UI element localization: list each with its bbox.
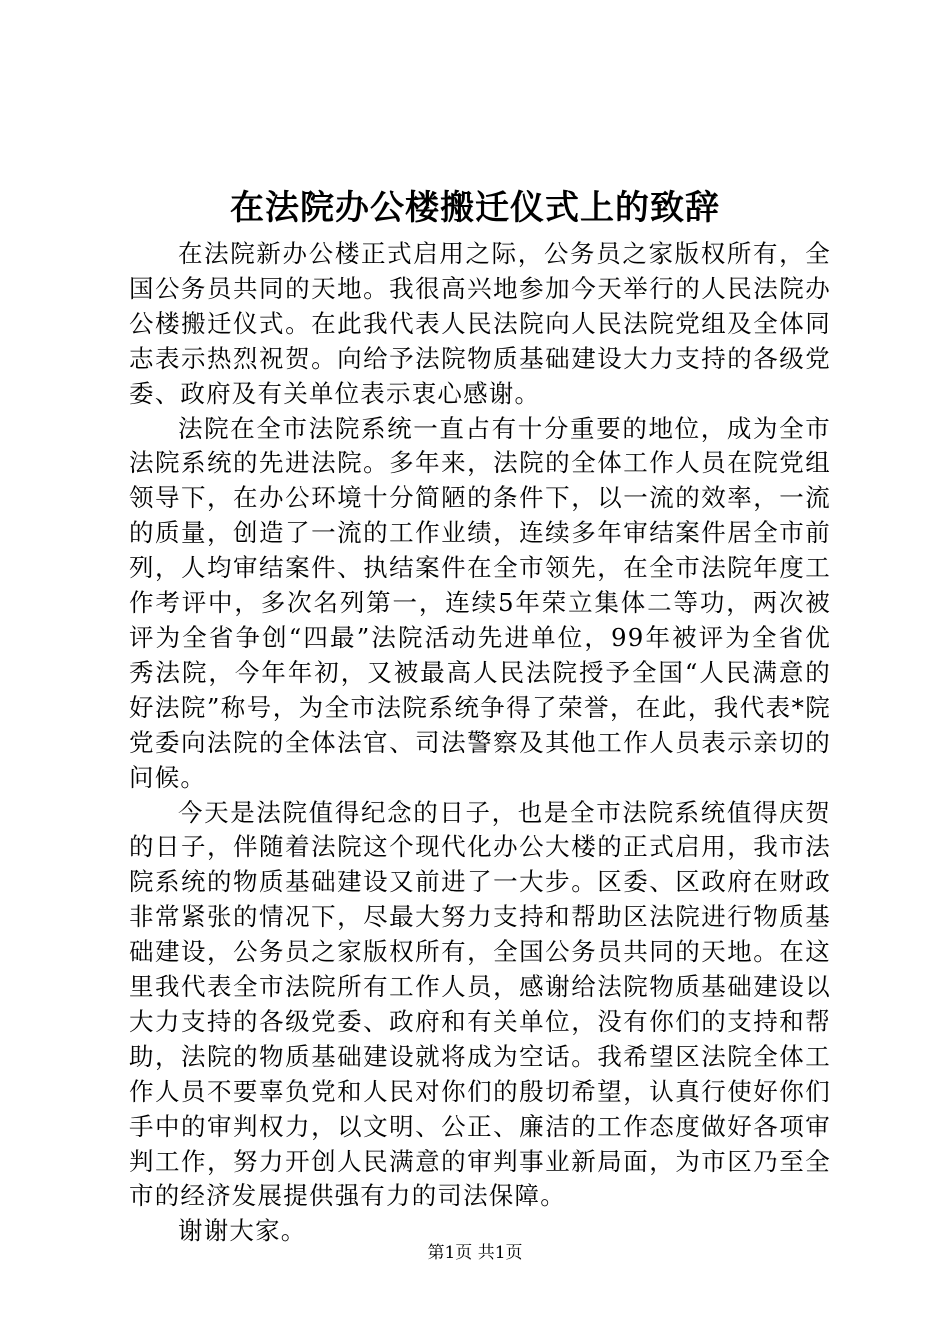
document-body (129, 237, 831, 1249)
paragraph-2: 法院在全市法院系统一直占有十分重要的地位，成为全市法院系统的先进法院。多年来，法院的全体工作人员在院党组领导下，在办公环境十分简陋的条件下，以一流的效率，一流的质量，创造了一流的工作业绩，连续多年审结案件居全市前列，人均审结案件、执结案件在全市领先，在全市法院年度工作考评中，多次名列第一，连续5年荣立集体二等功，两次被评为全省争创“四最”法院活动先进单位，99年被评为全省优秀法院，今年年初，又被最高人民法院授予全国“人民满意的好法院”称号，为全市法院系统争得了荣誉，在此，我代表*院党委向法院的全体法官、司法警察及其他工作人员表示亲切的问候。 (129, 413, 831, 792)
page-number-footer: 第1页 共1页 (427, 1243, 523, 1263)
paragraph-1: 在法院新办公楼正式启用之际，公务员之家版权所有，全国公务员共同的天地。我很高兴地参加今天举行的人民法院办公楼搬迁仪式。在此我代表人民法院向人民法院党组及全体同志表示热烈祝贺。向给予法院物质基础建设大力支持的各级党委、政府及有关单位表示衷心感谢。 (129, 239, 831, 408)
document-title: 在法院办公楼搬迁仪式上的致辞 (230, 188, 720, 228)
paragraph-4: 谢谢大家。 (178, 1216, 307, 1246)
paragraph-3: 今天是法院值得纪念的日子，也是全市法院系统值得庆贺的日子，伴随着法院这个现代化办公大楼的正式启用，我市法院系统的物质基础建设又前进了一大步。区委、区政府在财政非常紧张的情况下，尽最大努力支持和帮助区法院进行物质基础建设，公务员之家版权所有，全国公务员共同的天地。在这里我代表全市法院所有工作人员，感谢给法院物质基础建设以大力支持的各级党委、政府和有关单位，没有你们的支持和帮助，法院的物质基础建设就将成为空话。我希望区法院全体工作人员不要辜负党和人民对你们的殷切希望，认真行使好你们手中的审判权力，以文明、公正、廉洁的工作态度做好各项审判工作，努力开创人民满意的审判事业新局面，为市区乃至全市的经济发展提供强有力的司法保障。 (129, 797, 831, 1211)
